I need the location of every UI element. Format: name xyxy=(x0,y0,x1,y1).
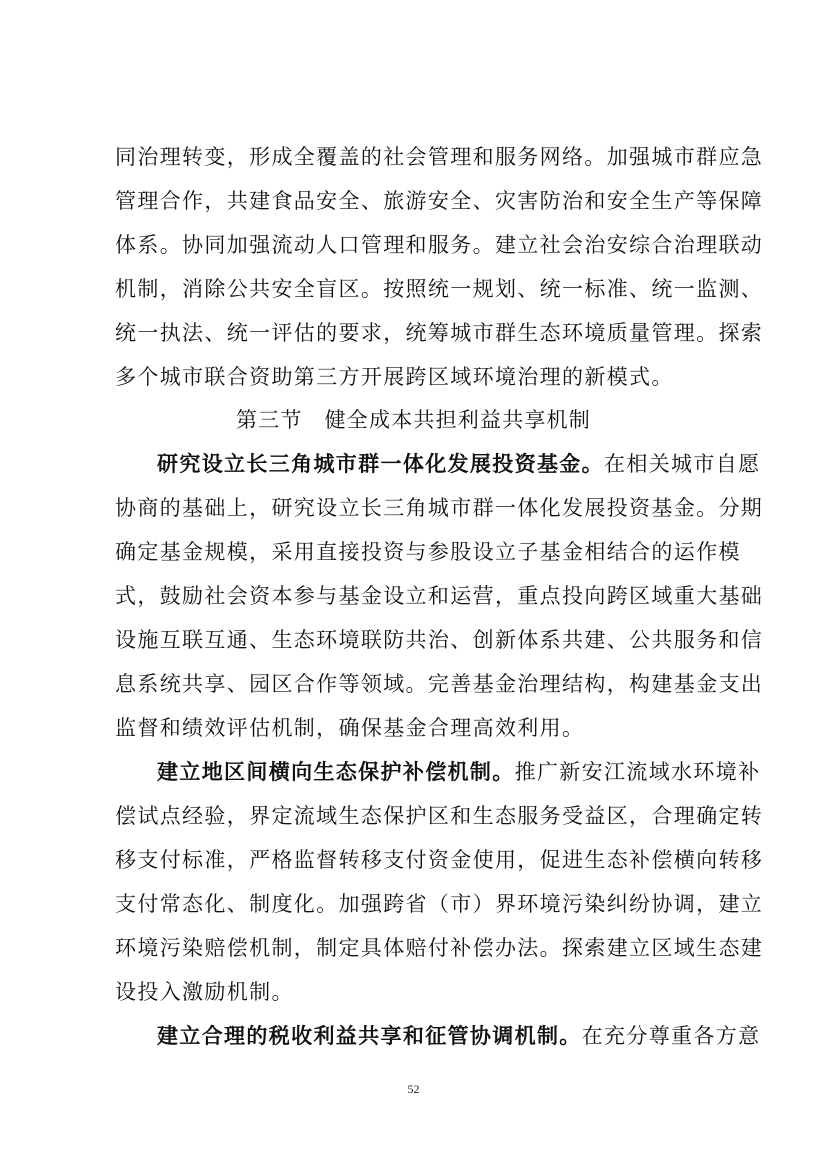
paragraph-3-line-2: 偿试点经验，界定流域生态保护区和生态服务受益区，合理确定转 xyxy=(115,804,764,828)
paragraph-3-line-4: 支付常态化、制度化。加强跨省（市）界环境污染纠纷协调，建立 xyxy=(115,892,764,916)
paragraph-1-line-3: 体系。协同加强流动人口管理和服务。建立社会治安综合治理联动 xyxy=(115,233,764,257)
paragraph-2-line-6: 息系统共享、园区合作等领域。完善基金治理结构，构建基金支出 xyxy=(115,672,764,696)
paragraph-4-line-1 xyxy=(157,1022,761,1050)
page-number: 52 xyxy=(407,1082,420,1096)
paragraph-2-line-1 xyxy=(157,450,761,478)
paragraph-2-line-2: 协商的基础上，研究设立长三角城市群一体化发展投资基金。分期 xyxy=(115,496,764,520)
paragraph-3-line-5: 环境污染赔偿机制，制定具体赔付补偿办法。探索建立区域生态建 xyxy=(115,936,764,960)
paragraph-1-line-2: 管理合作，共建食品安全、旅游安全、灾害防治和安全生产等保障 xyxy=(115,189,764,213)
section-title: 健全成本共担利益共享机制 xyxy=(324,408,591,432)
paragraph-4-heading: 建立合理的税收利益共享和征管协调机制。 xyxy=(157,1024,582,1048)
paragraph-2-line-4: 式，鼓励社会资本参与基金设立和运营，重点投向跨区域重大基础 xyxy=(115,584,764,608)
paragraph-1-line-6: 多个城市联合资助第三方开展跨区域环境治理的新模式。 xyxy=(115,365,674,389)
paragraph-3-line-1 xyxy=(157,758,761,786)
paragraph-3-heading: 建立地区间横向生态保护补偿机制。 xyxy=(157,760,515,784)
paragraph-3-line-6: 设投入激励机制。 xyxy=(115,980,294,1004)
paragraph-2-heading: 研究设立长三角城市群一体化发展投资基金。 xyxy=(157,452,604,476)
paragraph-2-first-text: 在相关城市自愿 xyxy=(604,452,761,476)
paragraph-2-line-3: 确定基金规模，采用直接投资与参股设立子基金相结合的运作模 xyxy=(115,540,741,564)
paragraph-2-line-7: 监督和绩效评估机制，确保基金合理高效利用。 xyxy=(115,716,585,740)
section-number: 第三节 xyxy=(235,408,303,432)
paragraph-1-line-5: 统一执法、统一评估的要求，统筹城市群生态环境质量管理。探索 xyxy=(115,321,764,345)
paragraph-4-first-text: 在充分尊重各方意 xyxy=(581,1024,761,1048)
paragraph-1-line-1: 同治理转变，形成全覆盖的社会管理和服务网络。加强城市群应急 xyxy=(115,145,764,169)
section-heading xyxy=(0,406,827,434)
paragraph-3-line-3: 移支付标准，严格监督转移支付资金使用，促进生态补偿横向转移 xyxy=(115,848,764,872)
paragraph-2-line-5: 设施互联互通、生态环境联防共治、创新体系共建、公共服务和信 xyxy=(115,628,764,652)
paragraph-1-line-4: 机制，消除公共安全盲区。按照统一规划、统一标准、统一监测、 xyxy=(115,277,764,301)
paragraph-3-first-text: 推广新安江流域水环境补 xyxy=(514,760,761,784)
